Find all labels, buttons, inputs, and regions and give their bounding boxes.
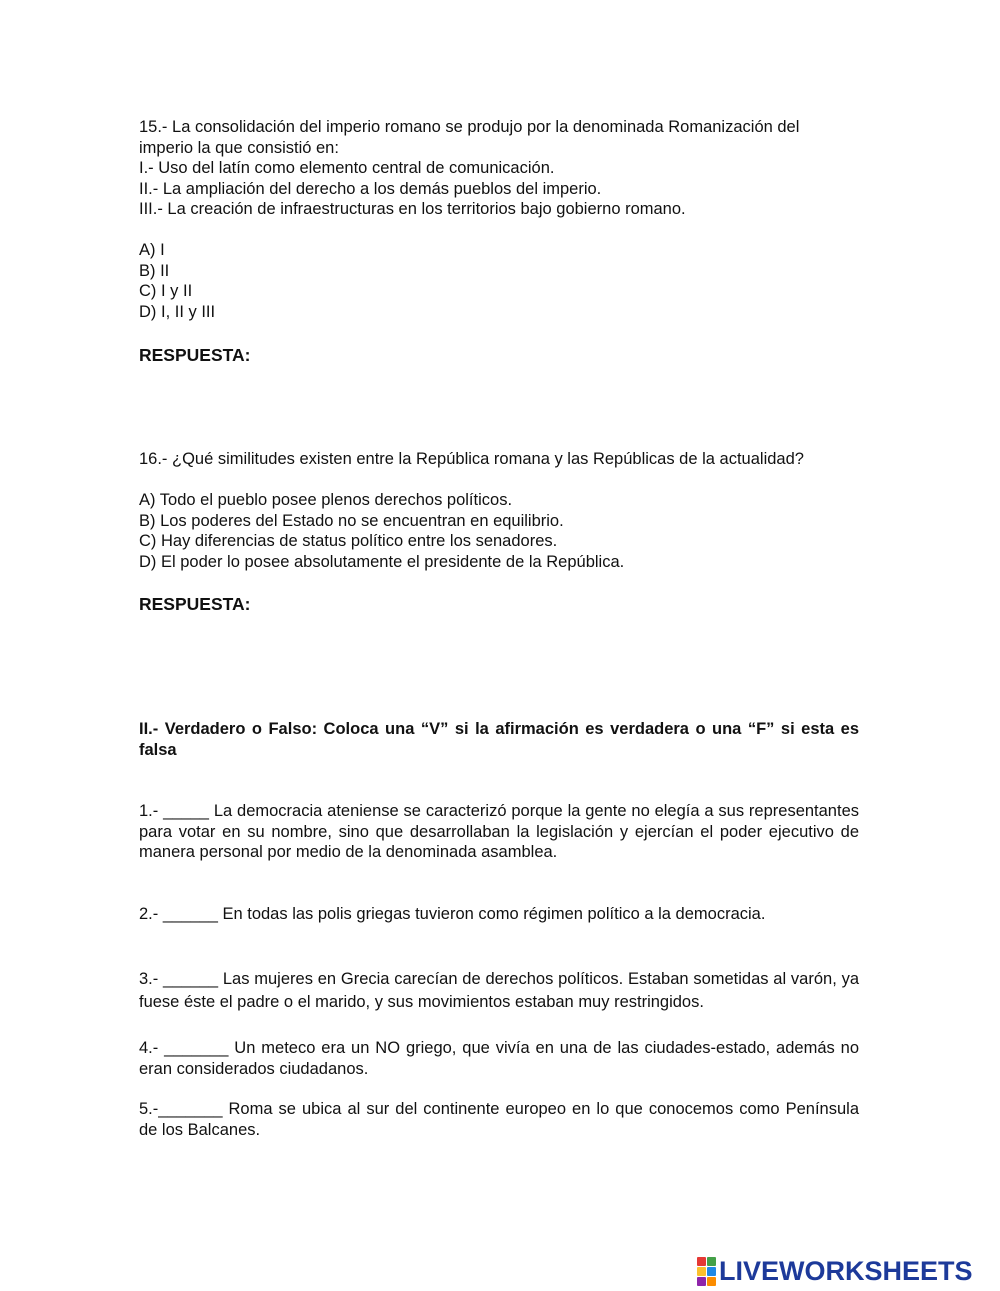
question-16 [139,449,859,470]
tf-item-3: 3.- ______ Las mujeres en Grecia carecían de derechos políticos. Estaban sometidas al varón, ya fuese éste el padre o el marido, y sus movimientos estaban muy restringidos. [139,970,859,1011]
logo-block [707,1257,716,1266]
tf-item-1: 1.- _____ La democracia ateniense se caracterizó porque la gente no elegía a sus representantes para votar en su nombre, sino que desarrollaban la legislación y ejercían el poder ejecutivo de manera personal por medio de la denominada asamblea. [139,802,859,861]
logo-block [697,1267,706,1276]
logo-text: LIVEWORKSHEETS [719,1255,973,1286]
q16-options [139,490,859,572]
q15-stem-line1: 15.- La consolidación del imperio romano se produjo por la denominada Romanización del [139,118,800,136]
logo-block [707,1277,716,1286]
q16-stem: 16.- ¿Qué similitudes existen entre la República romana y las Repúblicas de la actualidad? [139,450,804,468]
q16-option-d: D) El poder lo posee absolutamente el presidente de la República. [139,552,625,571]
q15-item: II.- La ampliación del derecho a los demás pueblos del imperio. [139,179,602,198]
q15-option-b: B) II [139,261,170,280]
logo-block [697,1257,706,1266]
q16-option-c: C) Hay diferencias de status político entre los senadores. [139,532,558,550]
logo-block [697,1277,706,1286]
section-2-heading: II.- Verdadero o Falso: Coloca una “V” si la afirmación es verdadera o una “F” si esta es falsa [139,720,859,759]
q16-option-a: A) Todo el pueblo posee plenos derechos políticos. [139,491,513,509]
q15-item: I.- Uso del latín como elemento central de comunicación. [139,159,555,177]
tf-item-2: 2.- ______ En todas las polis griegas tuvieron como régimen político a la democracia. [139,905,766,923]
q16-answer-label: RESPUESTA: [139,594,251,614]
q15-stem-line2: imperio la que consistió en: [139,138,339,157]
tf-item-5: 5.-_______ Roma se ubica al sur del continente europeo en lo que conocemos como Península de los Balcanes. [139,1100,859,1139]
logo-blocks-icon [697,1257,716,1286]
q15-option-a: A) I [139,241,165,259]
logo-block [707,1267,716,1276]
q15-option-d: D) I, II y III [139,302,216,321]
liveworksheets-logo [697,1256,973,1286]
q15-item: III.- La creación de infraestructuras en los territorios bajo gobierno romano. [139,200,686,218]
q15-option-c: C) I y II [139,282,193,300]
q16-option-b: B) Los poderes del Estado no se encuentran en equilibrio. [139,511,564,530]
q15-answer-label: RESPUESTA: [139,345,251,365]
q15-options [139,240,859,322]
question-15 [139,117,859,220]
tf-item-4: 4.- _______ Un meteco era un NO griego, que vivía en una de las ciudades-estado, además no eran considerados ciudadanos. [139,1039,859,1078]
